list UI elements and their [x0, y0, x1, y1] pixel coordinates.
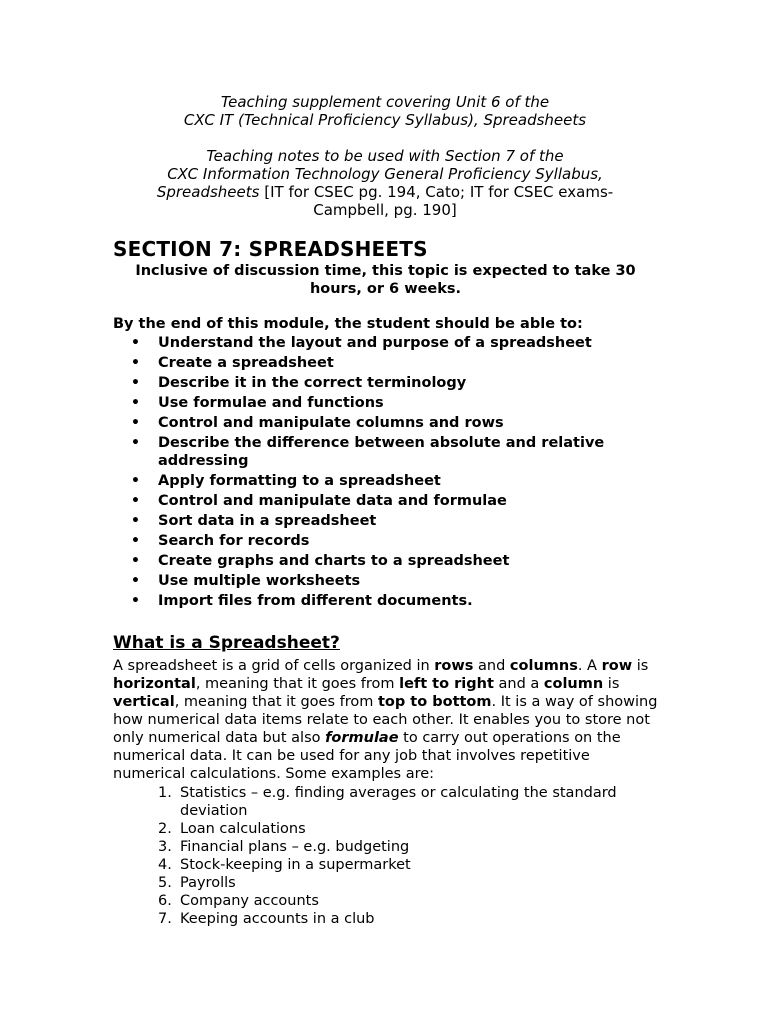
objective-item — [113, 414, 653, 432]
objective-item — [113, 394, 653, 412]
text-run: . It is a way of showing how numerical data items relate to each other. It enables you to store not only numerical data but also — [113, 694, 658, 746]
objective-text: Use formulae and functions — [158, 395, 384, 411]
teaching-notes-reference-cont: Campbell, pg. 190] — [313, 201, 457, 219]
example-text: Keeping accounts in a club — [180, 911, 375, 927]
objective-item — [113, 492, 653, 510]
example-number: 4. — [158, 857, 172, 873]
teaching-notes-heading — [100, 147, 670, 219]
example-item — [113, 838, 653, 856]
example-text: Payrolls — [180, 875, 236, 891]
objective-text: Describe the difference between absolute and relative addressing — [158, 435, 605, 469]
text-run: A spreadsheet is a grid of cells organized in — [113, 658, 435, 674]
example-text: Company accounts — [180, 893, 319, 909]
objective-item — [113, 434, 653, 470]
term-vertical: vertical — [113, 694, 175, 710]
objective-text: Describe it in the correct terminology — [158, 375, 467, 391]
objective-text: Apply formatting to a spreadsheet — [158, 473, 441, 489]
text-run: , meaning that it goes from — [174, 694, 378, 710]
term-rows: rows — [434, 658, 474, 674]
bullet-icon: • — [131, 395, 140, 411]
bullet-icon: • — [131, 335, 140, 351]
bullet-icon: • — [131, 375, 140, 391]
teaching-notes-line3 — [100, 183, 670, 201]
bullet-icon: • — [131, 493, 140, 509]
objective-item — [113, 354, 653, 372]
spreadsheet-definition-paragraph — [113, 657, 658, 783]
supplement-heading — [100, 93, 670, 129]
objective-text: Search for records — [158, 533, 310, 549]
objectives-intro: By the end of this module, the student should be able to: — [113, 316, 583, 332]
section-title: SECTION 7: SPREADSHEETS — [113, 237, 428, 261]
teaching-notes-line1: Teaching notes to be used with Section 7 of the — [206, 147, 564, 165]
example-number: 2. — [158, 821, 172, 837]
teaching-notes-topic: Spreadsheets — [156, 183, 260, 201]
section-duration-note: Inclusive of discussion time, this topic is expected to take 30 hours, or 6 weeks. — [135, 263, 636, 297]
objective-text: Control and manipulate data and formulae — [158, 493, 507, 509]
objective-text: Sort data in a spreadsheet — [158, 513, 377, 529]
objective-item — [113, 374, 653, 392]
example-text: Loan calculations — [180, 821, 306, 837]
example-text: Stock-keeping in a supermarket — [180, 857, 411, 873]
objective-item — [113, 532, 653, 550]
objective-text: Use multiple worksheets — [158, 573, 361, 589]
term-row: row — [601, 658, 633, 674]
bullet-icon: • — [131, 473, 140, 489]
examples-list — [113, 784, 653, 928]
bullet-icon: • — [131, 513, 140, 529]
teaching-notes-line2: CXC Information Technology General Proficiency Syllabus, — [167, 165, 603, 183]
text-run: and a — [493, 676, 544, 692]
term-columns: columns — [509, 658, 578, 674]
example-number: 1. — [158, 785, 172, 801]
objectives-list — [113, 334, 653, 612]
bullet-icon: • — [131, 435, 140, 451]
example-number: 3. — [158, 839, 172, 855]
text-run: is — [603, 676, 620, 692]
supplement-heading-line2: CXC IT (Technical Proficiency Syllabus), Spreadsheets — [183, 111, 587, 129]
objective-item — [113, 512, 653, 530]
objective-item — [113, 552, 653, 570]
supplement-heading-line1: Teaching supplement covering Unit 6 of the — [220, 93, 550, 111]
objective-item — [113, 334, 653, 352]
example-item — [113, 874, 653, 892]
bullet-icon: • — [131, 355, 140, 371]
text-run: is — [632, 658, 649, 674]
text-run: to carry out operations on the numerical data. It can be used for any job that involves repetitive numerical calculations. Some examples are: — [113, 730, 621, 782]
term-top-to-bottom: top to bottom — [377, 694, 492, 710]
bullet-icon: • — [131, 553, 140, 569]
objective-text: Create a spreadsheet — [158, 355, 334, 371]
text-run: . A — [577, 658, 602, 674]
objective-item — [113, 472, 653, 490]
bullet-icon: • — [131, 533, 140, 549]
term-column: column — [543, 676, 604, 692]
bullet-icon: • — [131, 593, 140, 609]
bullet-icon: • — [131, 415, 140, 431]
example-item — [113, 910, 653, 928]
example-number: 6. — [158, 893, 172, 909]
example-item — [113, 784, 653, 820]
text-run: and — [473, 658, 510, 674]
example-item — [113, 856, 653, 874]
teaching-notes-reference: [IT for CSEC pg. 194, Cato; IT for CSEC exams- — [264, 183, 614, 201]
example-number: 5. — [158, 875, 172, 891]
objective-text: Import files from different documents. — [158, 593, 473, 609]
example-item — [113, 820, 653, 838]
term-formulae: formulae — [325, 730, 399, 746]
bullet-icon: • — [131, 573, 140, 589]
objective-text: Understand the layout and purpose of a spreadsheet — [158, 335, 592, 351]
objective-item — [113, 592, 653, 610]
objective-text: Create graphs and charts to a spreadsheet — [158, 553, 510, 569]
example-number: 7. — [158, 911, 172, 927]
what-is-spreadsheet-title: What is a Spreadsheet? — [113, 633, 340, 653]
objective-item — [113, 572, 653, 590]
example-text: Financial plans – e.g. budgeting — [180, 839, 410, 855]
term-left-to-right: left to right — [399, 676, 494, 692]
objective-text: Control and manipulate columns and rows — [158, 415, 504, 431]
text-run: , meaning that it goes from — [195, 676, 400, 692]
term-horizontal: horizontal — [113, 676, 196, 692]
example-text: Statistics – e.g. finding averages or calculating the standard deviation — [180, 785, 617, 819]
example-item — [113, 892, 653, 910]
